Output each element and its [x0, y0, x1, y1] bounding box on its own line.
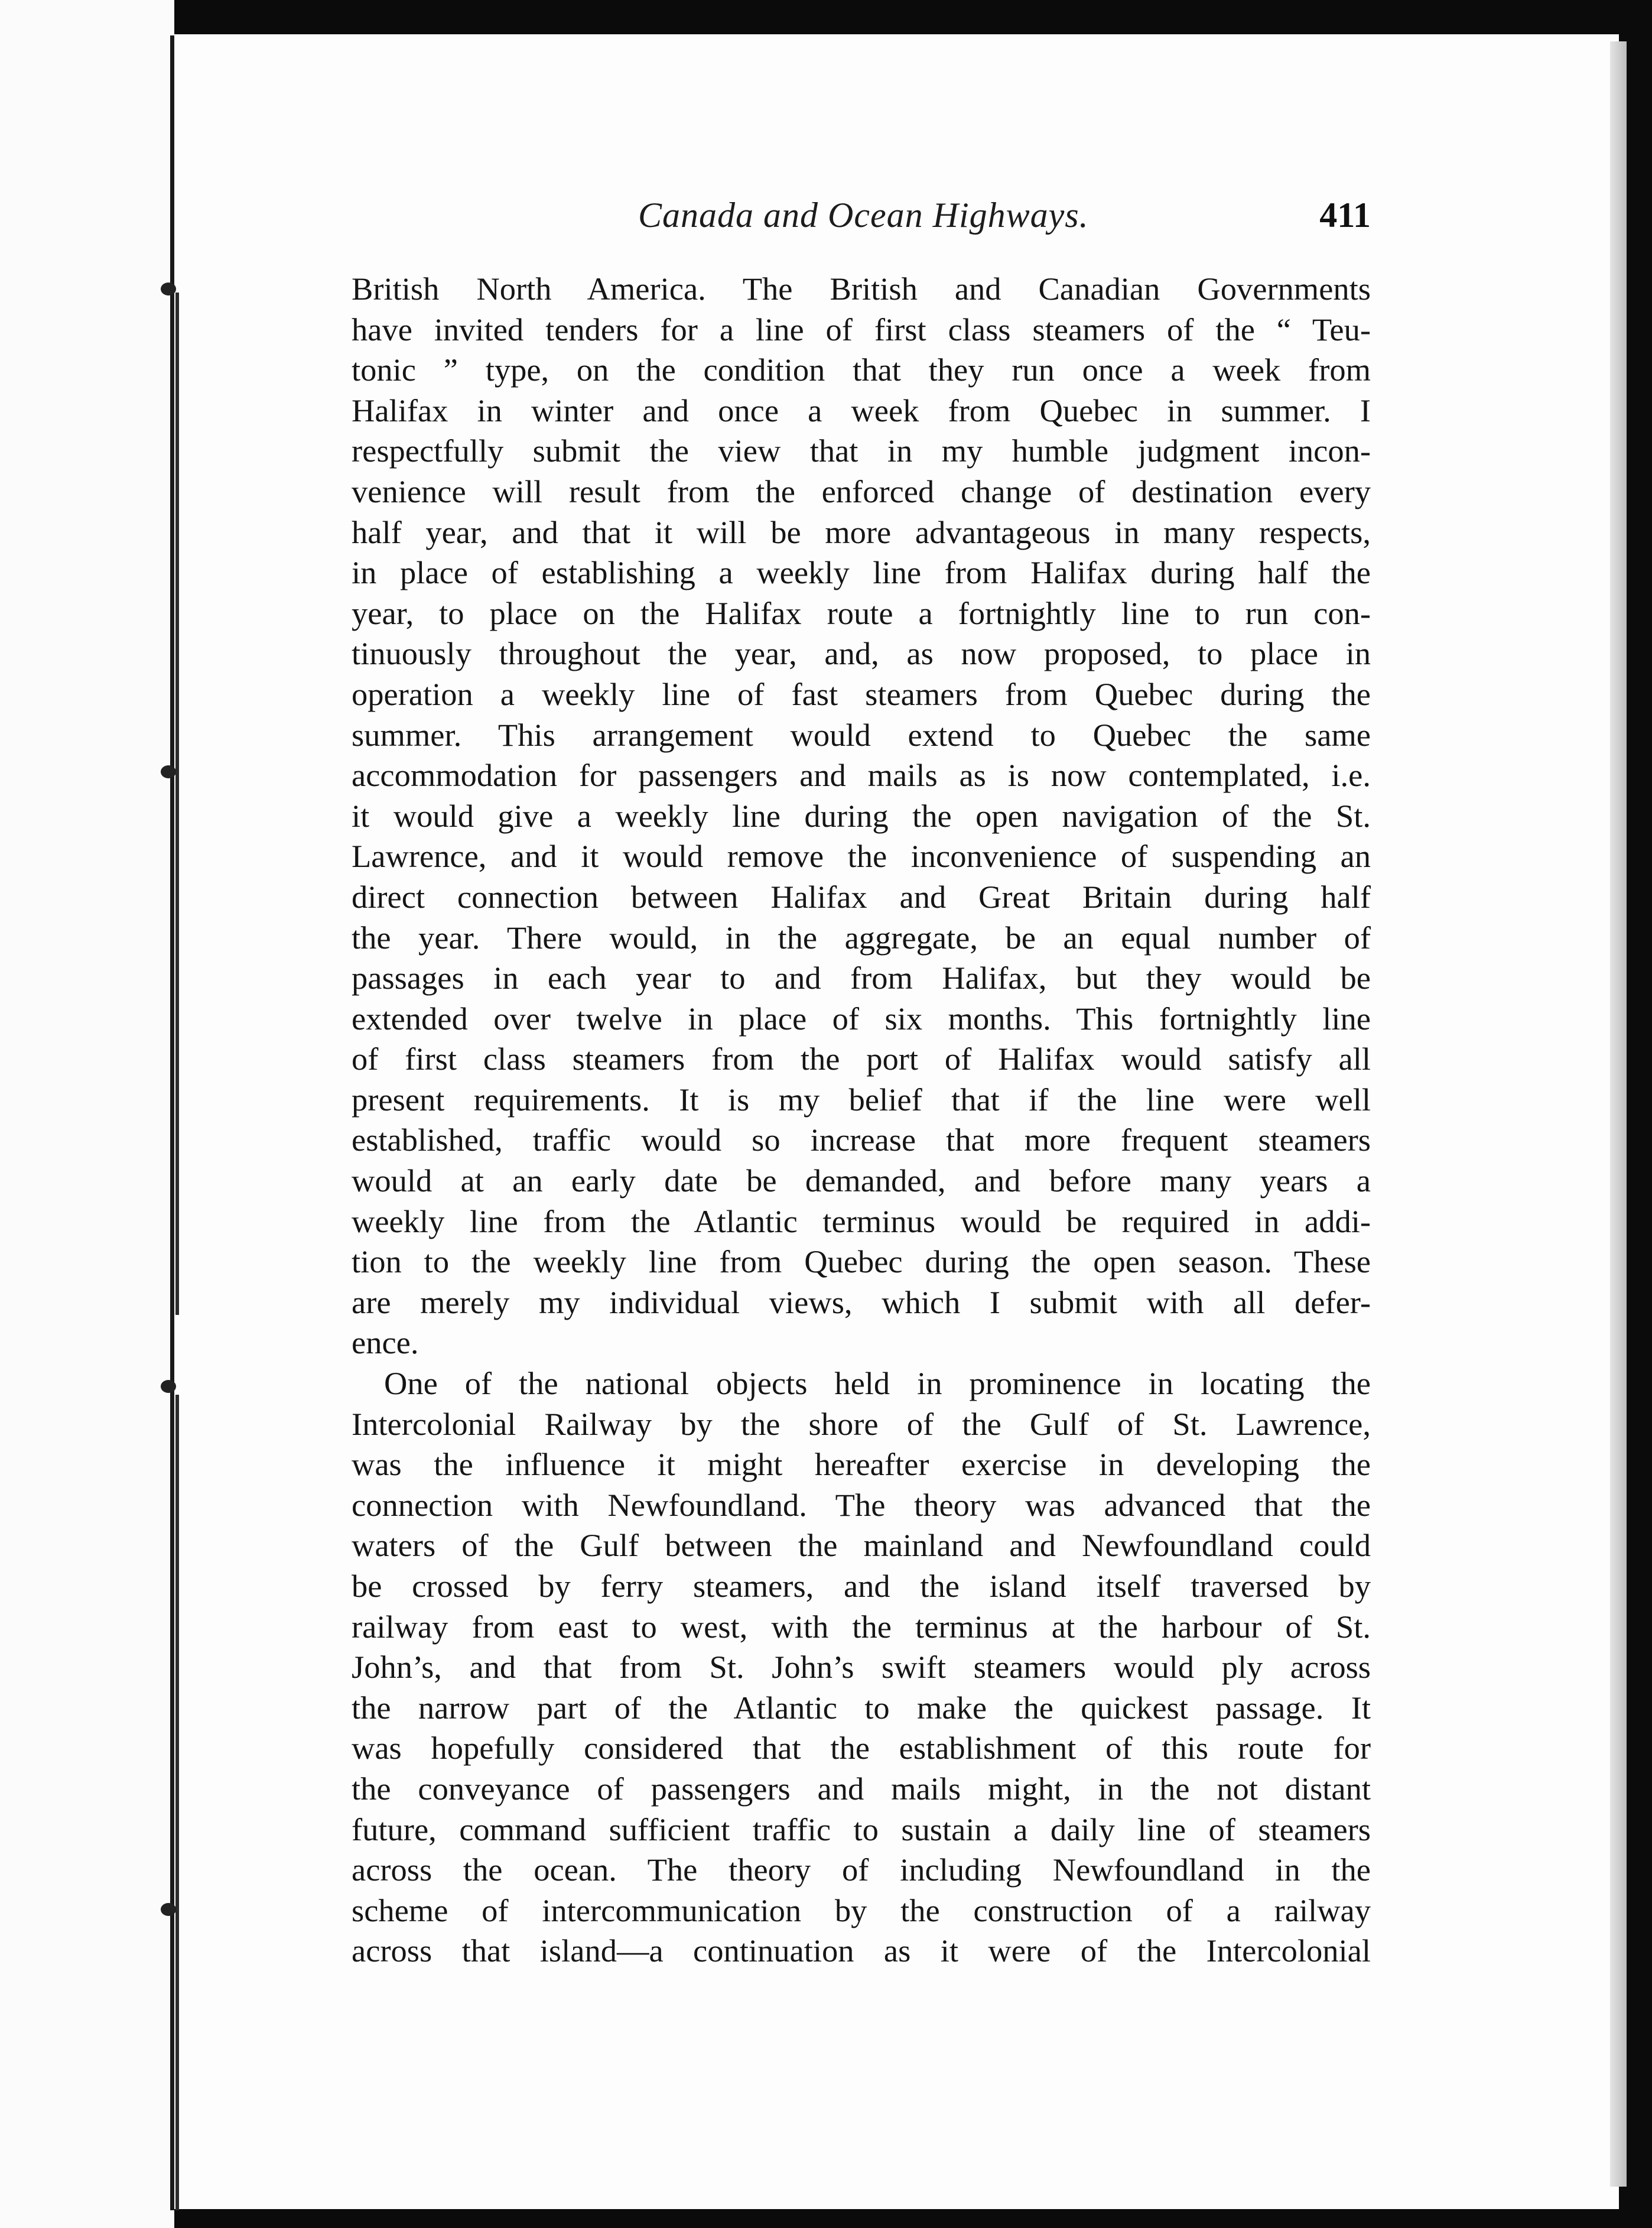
text-line: half year, and that it will be more advantageous in many respects,	[352, 514, 1371, 550]
text-line: Halifax in winter and once a week from Quebec in summer. I	[352, 392, 1371, 428]
text-line: it would give a weekly line during the open navigation of the St.	[352, 797, 1371, 834]
text-line: British North America. The British and Canadian Governments	[352, 271, 1371, 307]
running-title: Canada and Ocean Highways.	[638, 196, 1089, 235]
binding-rule	[175, 1395, 179, 2210]
page-edge	[1610, 41, 1627, 2187]
text-line: in place of establishing a weekly line from Halifax during half the	[352, 554, 1371, 591]
text-line: passages in each year to and from Halifax, but they would be	[352, 960, 1371, 996]
text-line: One of the national objects held in prominence in locating the	[384, 1365, 1371, 1402]
binding-rule	[175, 293, 179, 1315]
text-line: across the ocean. The theory of including Newfoundland in the	[352, 1852, 1371, 1888]
text-line: tion to the weekly line from Quebec during the open season. These	[352, 1243, 1371, 1280]
binding-stitch	[161, 282, 176, 295]
page-header	[360, 195, 1371, 242]
page-number: 411	[1319, 196, 1371, 235]
text-line: was hopefully considered that the establishment of this route for	[352, 1730, 1371, 1766]
left-margin	[0, 0, 174, 2228]
gutter-shadow	[170, 35, 174, 2210]
text-line: connection with Newfoundland. The theory was advanced that the	[352, 1486, 1371, 1523]
text-line: direct connection between Halifax and Great Britain during half	[352, 878, 1371, 915]
text-line: have invited tenders for a line of first class steamers of the “ Teu-	[352, 311, 1371, 347]
binding-stitch	[161, 1903, 176, 1916]
text-line: was the influence it might hereafter exercise in developing the	[352, 1446, 1371, 1483]
text-line: respectfully submit the view that in my humble judgment incon-	[352, 433, 1371, 469]
text-line: summer. This arrangement would extend to Quebec the same	[352, 716, 1371, 753]
text-line: year, to place on the Halifax route a fortnightly line to run con-	[352, 595, 1371, 631]
text-line: scheme of intercommunication by the construction of a railway	[352, 1892, 1371, 1928]
text-line: weekly line from the Atlantic terminus would be required in addi-	[352, 1203, 1371, 1239]
text-line: John’s, and that from St. John’s swift steamers would ply across	[352, 1649, 1371, 1685]
text-line: established, traffic would so increase that more frequent steamers	[352, 1122, 1371, 1158]
text-line: present requirements. It is my belief that if the line were well	[352, 1081, 1371, 1118]
text-line: railway from east to west, with the terminus at the harbour of St.	[352, 1608, 1371, 1645]
text-line: Intercolonial Railway by the shore of the Gulf of St. Lawrence,	[352, 1405, 1371, 1442]
text-line: operation a weekly line of fast steamers from Quebec during the	[352, 675, 1371, 712]
body-text	[352, 269, 1371, 1972]
binding-stitch	[161, 765, 176, 778]
text-line: are merely my individual views, which I submit with all defer-	[352, 1284, 1371, 1320]
text-line: venience will result from the enforced change of destination every	[352, 473, 1371, 509]
text-line: be crossed by ferry steamers, and the island itself traversed by	[352, 1568, 1371, 1604]
text-line: accommodation for passengers and mails as is now contemplated, i.e.	[352, 757, 1371, 794]
text-line: ence.	[352, 1324, 419, 1361]
text-line: would at an early date be demanded, and before many years a	[352, 1162, 1371, 1199]
text-line: future, command sufficient traffic to sustain a daily line of steamers	[352, 1811, 1371, 1847]
binding-stitch	[161, 1380, 176, 1393]
text-line: the year. There would, in the aggregate, be an equal number of	[352, 919, 1371, 956]
text-line: of first class steamers from the port of Halifax would satisfy all	[352, 1041, 1371, 1077]
text-line: extended over twelve in place of six months. This fortnightly line	[352, 1000, 1371, 1037]
text-line: the conveyance of passengers and mails might, in the not distant	[352, 1770, 1371, 1807]
text-line: across that island—a continuation as it were of the Intercolonial	[352, 1933, 1371, 1969]
text-line: waters of the Gulf between the mainland and Newfoundland could	[352, 1527, 1371, 1564]
text-line: Lawrence, and it would remove the inconvenience of suspending an	[352, 838, 1371, 875]
text-line: tinuously throughout the year, and, as now proposed, to place in	[352, 635, 1371, 672]
text-line: the narrow part of the Atlantic to make the quickest passage. It	[352, 1689, 1371, 1726]
text-line: tonic ” type, on the condition that they run once a week from	[352, 352, 1371, 388]
